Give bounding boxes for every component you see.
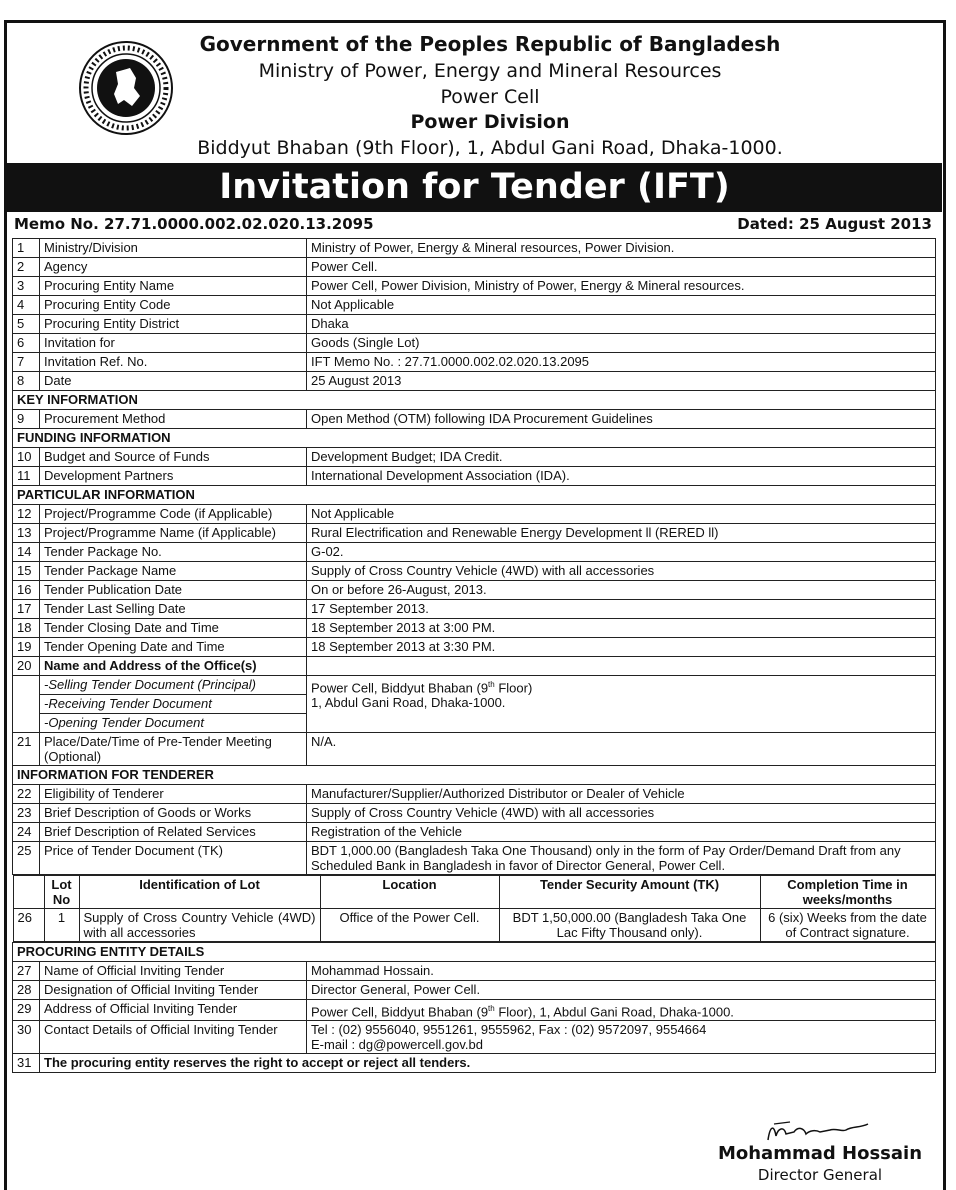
contact-email: E-mail : dg@powercell.gov.bd	[311, 1037, 483, 1053]
table-row	[13, 1000, 936, 1021]
row-number: 19	[13, 638, 40, 657]
row-value: Supply of Cross Country Vehicle (4WD) with all accessories	[307, 562, 936, 581]
header-division: Power Division	[410, 111, 570, 133]
row-number: 12	[13, 505, 40, 524]
table-row	[13, 353, 936, 372]
row-number: 9	[13, 410, 40, 429]
row-number: 1	[13, 239, 40, 258]
row-label: Designation of Official Inviting Tender	[40, 981, 307, 1000]
office-receiving: -Receiving Tender Document	[40, 695, 307, 714]
lot-identification: Supply of Cross Country Vehicle (4WD) with all accessories	[79, 909, 320, 942]
row-number: 21	[13, 733, 40, 766]
table-row	[13, 543, 936, 562]
row-label: Tender Opening Date and Time	[40, 638, 307, 657]
row-value: Dhaka	[307, 315, 936, 334]
closing-statement: The procuring entity reserves the right to accept or reject all tenders.	[40, 1054, 936, 1073]
row-number: 29	[13, 1000, 40, 1021]
row-value: Power Cell, Power Division, Ministry of Power, Energy & Mineral resources.	[307, 277, 936, 296]
row-label: Place/Date/Time of Pre-Tender Meeting (Optional)	[40, 733, 307, 766]
table-row	[13, 410, 936, 429]
row-number: 16	[13, 581, 40, 600]
table-row	[13, 372, 936, 391]
table-row	[13, 619, 936, 638]
row-number: 10	[13, 448, 40, 467]
section-heading-row	[13, 766, 936, 785]
table-row	[13, 524, 936, 543]
row-value: IFT Memo No. : 27.71.0000.002.02.020.13.2095	[307, 353, 936, 372]
row-value: Not Applicable	[307, 296, 936, 315]
row-label: Procuring Entity Name	[40, 277, 307, 296]
office-address-line1-end: Floor)	[494, 680, 533, 696]
section-heading-row	[13, 943, 936, 962]
table-row	[13, 804, 936, 823]
row-value: Ministry of Power, Energy & Mineral resources, Power Division.	[307, 239, 936, 258]
row-number: 24	[13, 823, 40, 842]
table-row	[13, 785, 936, 804]
superscript: th	[488, 1004, 495, 1013]
table-row	[13, 277, 936, 296]
row-label: Tender Package No.	[40, 543, 307, 562]
row-label: Procurement Method	[40, 410, 307, 429]
table-row	[13, 334, 936, 353]
row-label: Name of Official Inviting Tender	[40, 962, 307, 981]
lot-header-completion: Completion Time in weeks/months	[760, 876, 935, 909]
section-heading: INFORMATION FOR TENDERER	[13, 766, 936, 785]
address-part-end: Floor), 1, Abdul Gani Road, Dhaka-1000.	[494, 1004, 734, 1020]
table-row	[13, 600, 936, 619]
row-value	[307, 1000, 936, 1021]
row-number: 31	[13, 1054, 40, 1073]
table-row	[13, 1054, 936, 1073]
row-value: 18 September 2013 at 3:30 PM.	[307, 638, 936, 657]
office-selling: -Selling Tender Document (Principal)	[40, 676, 307, 695]
row-label: Ministry/Division	[40, 239, 307, 258]
header-office: Power Cell	[440, 86, 540, 108]
row-value: N/A.	[307, 733, 936, 766]
row-number: 18	[13, 619, 40, 638]
row-number: 6	[13, 334, 40, 353]
row-value: International Development Association (IDA).	[307, 467, 936, 486]
table-row	[13, 962, 936, 981]
table-row	[13, 842, 936, 875]
row-value: Director General, Power Cell.	[307, 981, 936, 1000]
row-label: Budget and Source of Funds	[40, 448, 307, 467]
row-label: Eligibility of Tenderer	[40, 785, 307, 804]
address-part: Power Cell, Biddyut Bhaban (9	[311, 1004, 489, 1020]
tender-banner: Invitation for Tender (IFT)	[7, 163, 942, 212]
row-value: Supply of Cross Country Vehicle (4WD) with all accessories	[307, 804, 936, 823]
row-label: Name and Address of the Office(s)	[40, 657, 307, 676]
row-label: Project/Programme Name (if Applicable)	[40, 524, 307, 543]
table-row	[13, 258, 936, 277]
row-label: Project/Programme Code (if Applicable)	[40, 505, 307, 524]
lot-header-lot-no: Lot No	[44, 876, 79, 909]
row-number: 22	[13, 785, 40, 804]
row-value: Open Method (OTM) following IDA Procurement Guidelines	[307, 410, 936, 429]
row-value	[307, 1021, 936, 1054]
table-row	[13, 657, 936, 676]
memo-date: Dated: 25 August 2013	[737, 215, 932, 233]
table-row	[13, 296, 936, 315]
lot-security-amount: BDT 1,50,000.00 (Bangladesh Taka One Lac Fifty Thousand only).	[499, 909, 760, 942]
row-label: Procuring Entity District	[40, 315, 307, 334]
row-value: BDT 1,000.00 (Bangladesh Taka One Thousand) only in the form of Pay Order/Demand Draft from any Scheduled Bank in Bangladesh in favor of Director General, Power Cell.	[307, 842, 936, 875]
table-row	[13, 733, 936, 766]
row-label: Development Partners	[40, 467, 307, 486]
table-row	[13, 239, 936, 258]
row-value: Not Applicable	[307, 505, 936, 524]
section-heading-row	[13, 486, 936, 505]
section-heading-row	[13, 429, 936, 448]
row-value: Manufacturer/Supplier/Authorized Distributor or Dealer of Vehicle	[307, 785, 936, 804]
table-row	[13, 315, 936, 334]
row-number: 28	[13, 981, 40, 1000]
row-value: G-02.	[307, 543, 936, 562]
office-opening: -Opening Tender Document	[40, 714, 307, 733]
lot-table-wrapper	[13, 875, 936, 943]
row-label: Tender Last Selling Date	[40, 600, 307, 619]
row-number: 4	[13, 296, 40, 315]
table-row	[13, 448, 936, 467]
office-address	[307, 676, 936, 733]
row-number: 26	[13, 909, 44, 942]
section-heading: FUNDING INFORMATION	[13, 429, 936, 448]
row-number: 8	[13, 372, 40, 391]
row-number: 14	[13, 543, 40, 562]
row-number: 11	[13, 467, 40, 486]
lot-header-row	[13, 876, 935, 909]
table-row	[13, 981, 936, 1000]
row-number: 17	[13, 600, 40, 619]
table-row	[13, 638, 936, 657]
lot-table-row	[13, 875, 936, 943]
row-label: Contact Details of Official Inviting Tender	[40, 1021, 307, 1054]
signatory-name: Mohammad Hossain	[717, 1143, 923, 1164]
lot-location: Office of the Power Cell.	[320, 909, 499, 942]
header-ministry: Ministry of Power, Energy and Mineral Resources	[258, 60, 722, 82]
row-value: 25 August 2013	[307, 372, 936, 391]
row-value: Development Budget; IDA Credit.	[307, 448, 936, 467]
row-label: Tender Publication Date	[40, 581, 307, 600]
contact-phone: Tel : (02) 9556040, 9551261, 9555962, Fax : (02) 9572097, 9554664	[311, 1022, 707, 1038]
lot-number: 1	[44, 909, 79, 942]
lot-header-identification: Identification of Lot	[79, 876, 320, 909]
row-value: 17 September 2013.	[307, 600, 936, 619]
lot-row	[13, 909, 935, 942]
section-heading: KEY INFORMATION	[13, 391, 936, 410]
row-label: Agency	[40, 258, 307, 277]
signatory-designation: Director General	[757, 1166, 883, 1184]
row-value	[307, 657, 936, 676]
row-value: Power Cell.	[307, 258, 936, 277]
row-label: Brief Description of Goods or Works	[40, 804, 307, 823]
row-number: 20	[13, 657, 40, 676]
row-value: Rural Electrification and Renewable Energy Development ll (RERED ll)	[307, 524, 936, 543]
row-value: 18 September 2013 at 3:00 PM.	[307, 619, 936, 638]
row-number: 5	[13, 315, 40, 334]
row-number: 15	[13, 562, 40, 581]
section-heading: PROCURING ENTITY DETAILS	[13, 943, 936, 962]
row-label: Price of Tender Document (TK)	[40, 842, 307, 875]
office-address-line2: 1, Abdul Gani Road, Dhaka-1000.	[311, 695, 506, 711]
lot-table	[13, 875, 936, 942]
table-row	[13, 581, 936, 600]
row-value: Mohammad Hossain.	[307, 962, 936, 981]
section-heading: PARTICULAR INFORMATION	[13, 486, 936, 505]
row-value: Goods (Single Lot)	[307, 334, 936, 353]
row-number: 23	[13, 804, 40, 823]
row-number: 3	[13, 277, 40, 296]
row-label: Brief Description of Related Services	[40, 823, 307, 842]
row-number	[13, 676, 40, 733]
table-row	[13, 562, 936, 581]
row-label: Invitation Ref. No.	[40, 353, 307, 372]
row-label: Tender Package Name	[40, 562, 307, 581]
lot-header-security: Tender Security Amount (TK)	[499, 876, 760, 909]
row-number: 13	[13, 524, 40, 543]
row-number: 7	[13, 353, 40, 372]
row-label: Date	[40, 372, 307, 391]
table-row	[13, 823, 936, 842]
row-number: 30	[13, 1021, 40, 1054]
lot-completion-time: 6 (six) Weeks from the date of Contract signature.	[760, 909, 935, 942]
table-row	[13, 505, 936, 524]
lot-header-blank	[13, 876, 44, 909]
section-heading-row	[13, 391, 936, 410]
row-number: 2	[13, 258, 40, 277]
header-government: Government of the Peoples Republic of Bangladesh	[199, 32, 781, 56]
table-row	[13, 676, 936, 695]
row-label: Invitation for	[40, 334, 307, 353]
row-label: Tender Closing Date and Time	[40, 619, 307, 638]
table-row	[13, 467, 936, 486]
row-value: On or before 26-August, 2013.	[307, 581, 936, 600]
tender-table	[12, 238, 936, 1073]
row-number: 25	[13, 842, 40, 875]
memo-number: Memo No. 27.71.0000.002.02.020.13.2095	[14, 215, 374, 233]
row-label: Procuring Entity Code	[40, 296, 307, 315]
office-address-line1: Power Cell, Biddyut Bhaban (9	[311, 680, 489, 696]
superscript: th	[488, 680, 495, 689]
row-number: 27	[13, 962, 40, 981]
lot-header-location: Location	[320, 876, 499, 909]
table-row	[13, 1021, 936, 1054]
header-address: Biddyut Bhaban (9th Floor), 1, Abdul Gani Road, Dhaka-1000.	[197, 137, 783, 159]
row-value: Registration of the Vehicle	[307, 823, 936, 842]
row-label: Address of Official Inviting Tender	[40, 1000, 307, 1021]
